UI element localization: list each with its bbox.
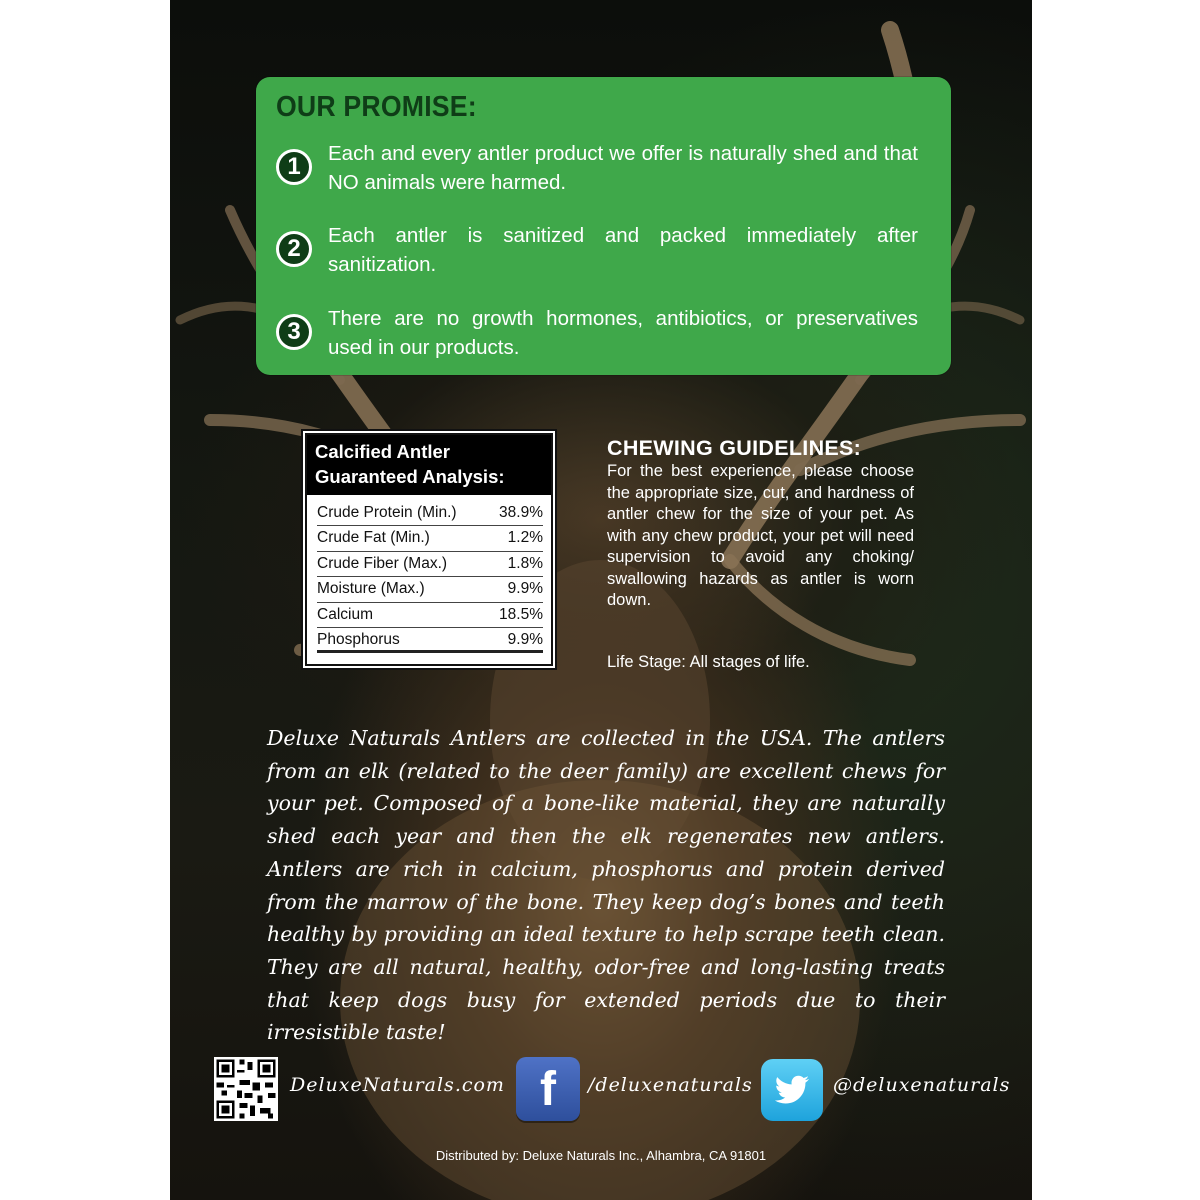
website-link[interactable]: DeluxeNaturals.com [290, 1074, 505, 1096]
row-label: Calcium [317, 605, 373, 623]
row-value: 1.2% [507, 529, 543, 547]
analysis-heading-line1: Calcified Antler [315, 441, 451, 462]
promise-text: There are no growth hormones, antibiotics, or preservatives used in our products. [328, 307, 918, 359]
table-row [317, 628, 543, 653]
analysis-rows [317, 501, 543, 653]
promise-title: OUR PROMISE: [276, 91, 477, 123]
table-row [317, 603, 543, 628]
row-value: 1.8% [507, 554, 543, 572]
row-value: 9.9% [507, 580, 543, 598]
life-stage-text: Life Stage: All stages of life. [607, 653, 810, 671]
promise-text: Each and every antler product we offer is naturally shed and that NO animals were harmed. [328, 142, 918, 194]
row-label: Crude Fiber (Max.) [317, 554, 448, 572]
chewing-guidelines-text: For the best experience, please choose the appropriate size, cut, and hardness of antler chew for the size of your pet. As with any chew product, your pet will need supervision to avoid any choking/ swallowing hazards as antler is worn down. [607, 462, 914, 609]
row-label: Phosphorus [317, 630, 400, 648]
promise-text: Each antler is sanitized and packed immediately after sanitization. [328, 224, 918, 276]
product-description: Deluxe Naturals Antlers are collected in the USA. The antlers from an elk (related to the deer family) are excellent chews for your pet. Composed of a bone-like material, they are naturally shed each year and then the elk regenerates new antlers. Antlers are rich in calcium, phosphorus and protein derived from the marrow of the bone. They keep dog’s bones and teeth healthy by providing an ideal texture to help scrape teeth clean. They are all natural, healthy, odor-free and long-lasting treats that keep dogs busy for extended periods due to their irresistible taste! [267, 726, 945, 1045]
row-label: Crude Fat (Min.) [317, 529, 430, 547]
chewing-guidelines-title: CHEWING GUIDELINES: [607, 436, 862, 460]
twitter-icon[interactable] [761, 1059, 823, 1121]
guaranteed-analysis-table [305, 433, 553, 666]
table-row [317, 577, 543, 602]
row-value: 38.9% [499, 504, 543, 521]
row-label: Moisture (Max.) [317, 580, 425, 598]
analysis-heading [307, 435, 551, 495]
table-row [317, 552, 543, 577]
number-badge-icon: 1 [276, 149, 312, 185]
distributor-line: Distributed by: Deluxe Naturals Inc., Alhambra, CA 91801 [435, 1148, 767, 1163]
row-value: 18.5% [499, 605, 543, 623]
table-row [317, 501, 543, 526]
table-row [317, 526, 543, 551]
row-label: Crude Protein (Min.) [317, 504, 457, 521]
product-panel [170, 0, 1032, 1200]
twitter-handle[interactable]: @deluxenaturals [833, 1074, 1011, 1096]
row-value: 9.9% [507, 630, 543, 648]
facebook-icon[interactable]: f [516, 1057, 580, 1121]
facebook-handle[interactable]: /deluxenaturals [588, 1074, 753, 1096]
analysis-heading-line2: Guaranteed Analysis: [315, 466, 505, 487]
our-promise-box [256, 77, 951, 375]
number-badge-icon: 2 [276, 231, 312, 267]
qr-code-icon[interactable] [214, 1057, 278, 1121]
number-badge-icon: 3 [276, 314, 312, 350]
